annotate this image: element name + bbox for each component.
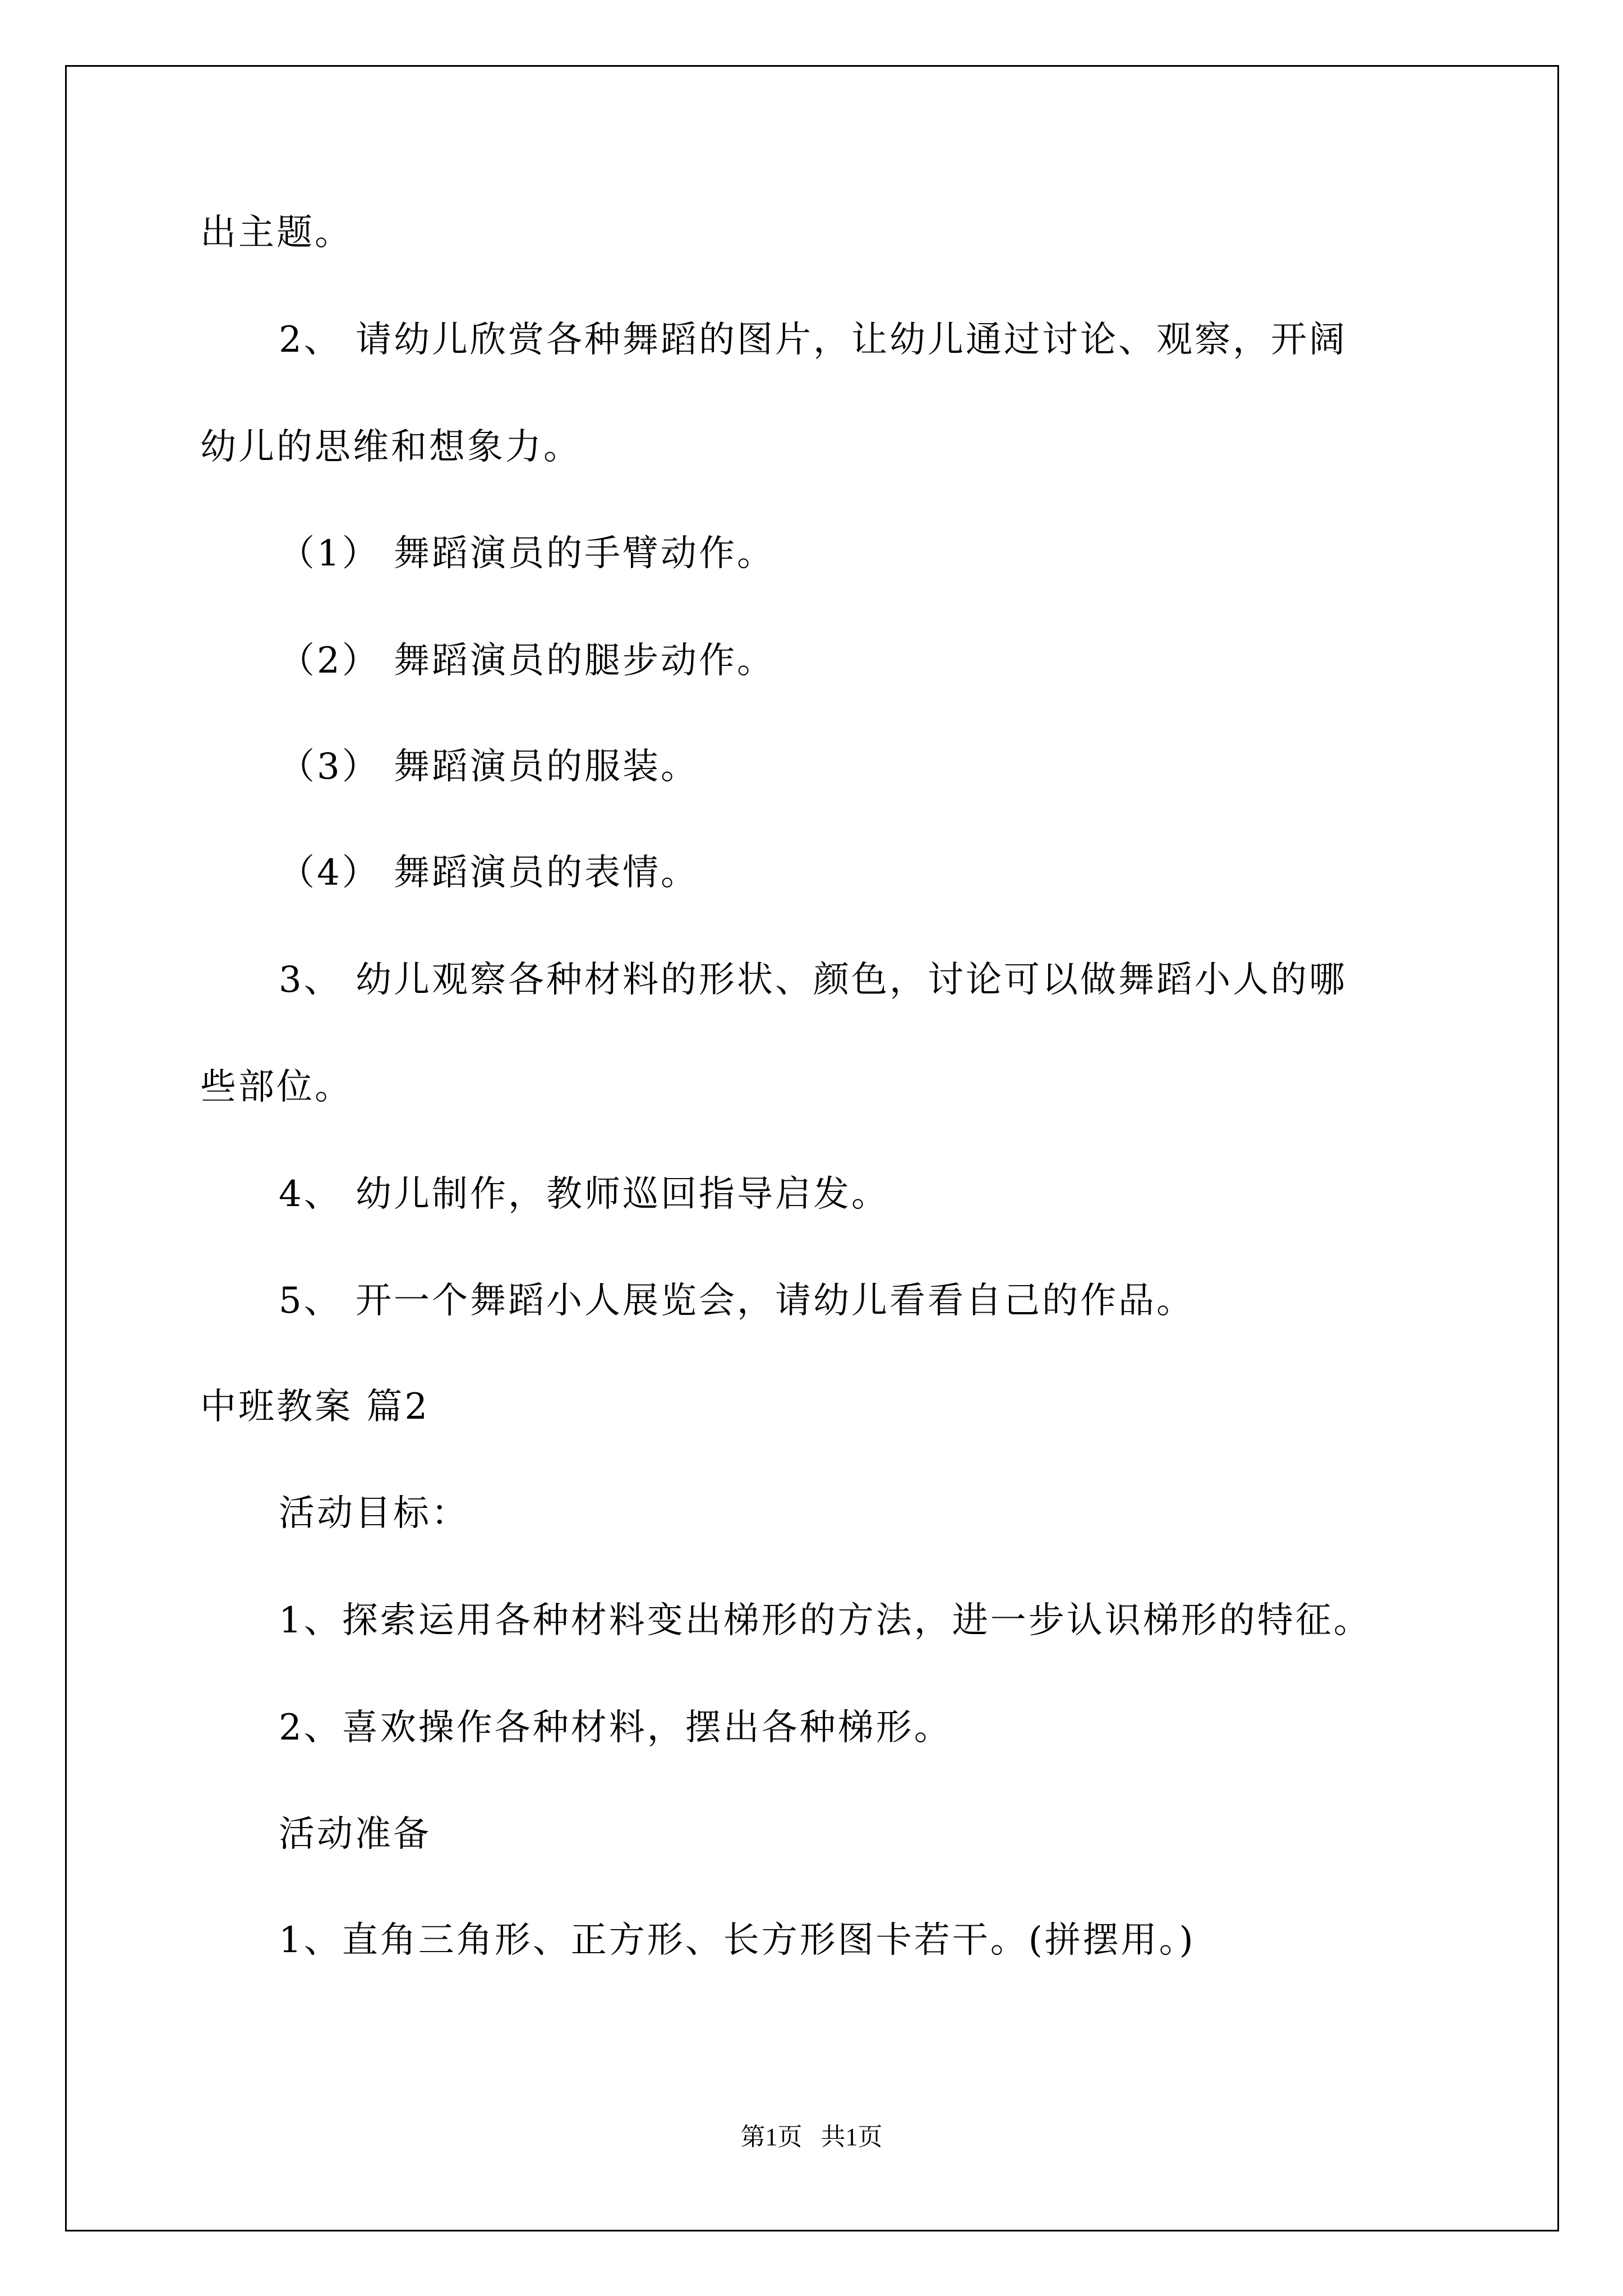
text-line-7: （4） 舞蹈演员的表情。 [279, 852, 699, 894]
text-line-2: 2、 请幼儿欣赏各种舞蹈的图片，让幼儿通过讨论、观察，开阔 [279, 319, 1348, 361]
text-line-1: 出主题。 [200, 212, 353, 254]
text-line-4: （1） 舞蹈演员的手臂动作。 [279, 533, 776, 574]
text-line-6: （3） 舞蹈演员的服装。 [279, 746, 699, 788]
text-line-3: 幼儿的思维和想象力。 [200, 426, 582, 468]
page-border [65, 65, 1559, 2231]
text-line-17: 1、直角三角形、正方形、长方形图卡若干。(拼摆用。) [279, 1920, 1196, 1961]
text-line-5: （2） 舞蹈演员的腿步动作。 [279, 640, 776, 682]
text-line-14: 1、探索运用各种材料变出梯形的方法，进一步认识梯形的特征。 [279, 1600, 1372, 1641]
page-footer: 第1页 共1页 [740, 2123, 883, 2151]
text-line-13: 活动目标： [279, 1493, 469, 1534]
text-line-16: 活动准备 [279, 1814, 431, 1855]
text-line-8: 3、 幼儿观察各种材料的形状、颜色，讨论可以做舞蹈小人的哪 [279, 959, 1348, 1001]
section-heading: 中班教案 篇2 [200, 1386, 430, 1428]
text-line-15: 2、喜欢操作各种材料，摆出各种梯形。 [279, 1707, 952, 1749]
text-line-9: 些部位。 [200, 1066, 353, 1108]
text-line-11: 5、 开一个舞蹈小人展览会，请幼儿看看自己的作品。 [279, 1280, 1195, 1322]
text-line-10: 4、 幼儿制作，教师巡回指导启发。 [279, 1174, 890, 1215]
